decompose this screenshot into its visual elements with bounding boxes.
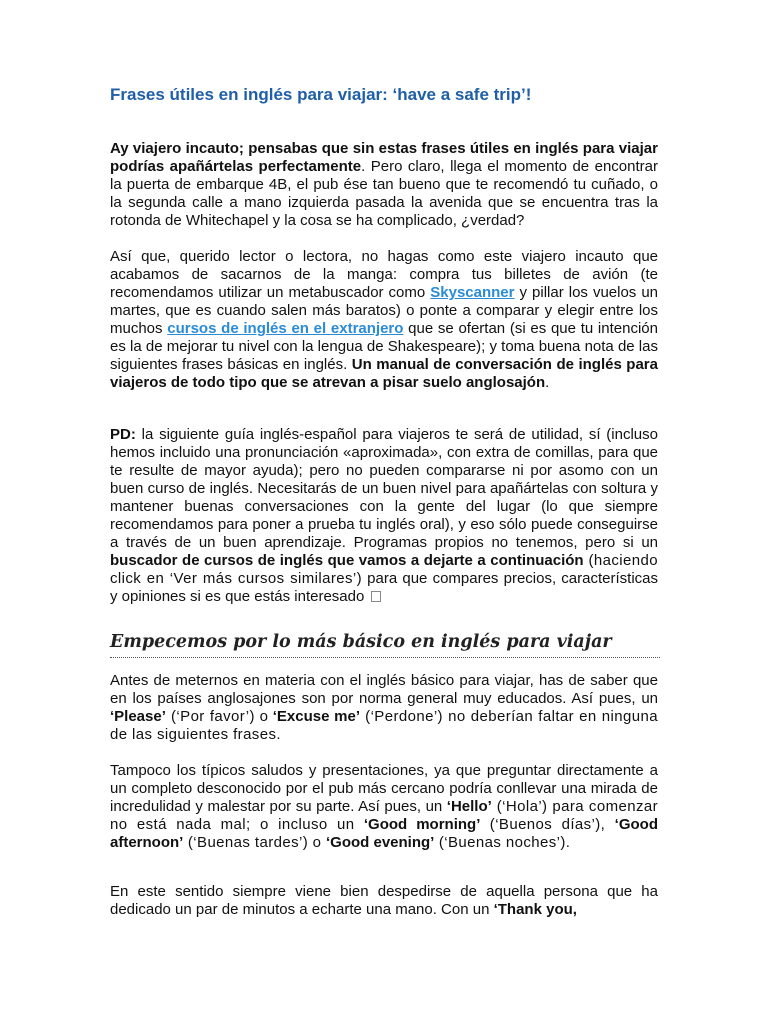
intro-paragraph	[110, 140, 658, 230]
p2-text-3: que se ofertan (si es que tu intención es la de mejorar tu nivel con la lengua de Shakespeare); y toma buena nota de las siguientes frases básicas en inglés.	[110, 320, 658, 373]
basics-paragraph	[110, 672, 658, 744]
please-phrase: ‘Please’	[110, 708, 166, 725]
section-heading: Empecemos por lo más básico en inglés para viajar	[110, 632, 612, 652]
thank-you-phrase: ‘Thank you,	[493, 901, 577, 918]
p5-text-1: Tampoco los típicos saludos y presentaciones, ya que preguntar directamente a un completo desconocido por el pub más cercano podría conllevar una mirada de incredulidad y malestar por su parte. Así pues, un	[110, 762, 658, 815]
p5-text-5: (‘Buenas noches’).	[434, 834, 571, 851]
p2-text-4: .	[545, 374, 550, 391]
p2-text-2: y pillar los vuelos un martes, que es cuando salen más baratos) o ponte a comparar y elegir entre los muchos	[110, 284, 659, 337]
p6-text-1: En este sentido siempre viene bien despedirse de aquella persona que ha dedicado un par de minutos a echarte una mano. Con un	[110, 883, 658, 918]
pd-text-2: (haciendo click en ‘Ver más cursos similares’)	[110, 552, 658, 587]
pd-text-1: la siguiente guía inglés-español para viajeros te será de utilidad, sí (incluso hemos incluido una pronunciación «aproximada», con extra de comillas, para que te resulte de mayor ayuda); pero no pueden compararse ni por asomo con un buen curso de inglés. Necesitarás de un buen nivel para apañártelas con soltura y mantener buenas conversaciones con la gente del lugar (lo que siempre recomendamos para poner a prueba tu inglés oral), y eso sólo puede conseguirse a través de un buen aprendizaje. Programas propios no tenemos, pero si un	[110, 426, 658, 551]
skyscanner-link[interactable]: Skyscanner	[430, 284, 515, 301]
heading-divider	[110, 657, 660, 658]
second-paragraph	[110, 248, 658, 392]
pd-bold: buscador de cursos de inglés que vamos a dejarte a continuación	[110, 552, 584, 569]
pd-text-3: para que compares precios, características y opiniones si es que estás interesado	[110, 570, 659, 605]
p2-text-1: Así que, querido lector o lectora, no hagas como este viajero incauto que acabamos de sacarnos de la manga: compra tus billetes de avión (te recomendamos utilizar un metabuscador como	[110, 248, 658, 301]
article-title: Frases útiles en inglés para viajar: ‘have a safe trip’!	[110, 85, 532, 104]
document-page	[110, 84, 658, 919]
intro-text: . Pero claro, llega el momento de encontrar la puerta de embarque 4B, el pub ése tan bueno que te recomendó tu cuñado, o la segunda calle a mano izquierda pasada la avenida que se encuentra tras la rotonda de Whitechapel y la cosa se ha complicado, ¿verdad?	[110, 158, 658, 229]
farewell-paragraph	[110, 883, 658, 919]
pd-paragraph	[110, 426, 658, 606]
p4-text-2: (‘Por favor’)	[165, 708, 255, 725]
hello-phrase: ‘Hello’	[446, 798, 492, 815]
p5-text-3: (‘Buenos días’),	[480, 816, 615, 833]
good-morning-phrase: ‘Good morning’	[363, 816, 481, 833]
p2-bold: Un manual de conversación de inglés para viajeros de todo tipo que se atrevan a pisar suelo anglosajón	[110, 356, 658, 391]
good-afternoon-phrase: ‘Good afternoon’	[110, 816, 658, 851]
missing-glyph-icon	[371, 591, 381, 602]
greetings-paragraph	[110, 762, 658, 852]
p5-text-2: (‘Hola’) para comenzar no está nada mal; o incluso un	[110, 798, 658, 833]
p4-text-3: o	[254, 708, 273, 725]
p4-text-4: (‘Perdone’) no deberían faltar en ninguna de las siguientes frases.	[110, 708, 658, 743]
p4-text-1: Antes de meternos en materia con el inglés básico para viajar, has de saber que en los países anglosajones son por norma general muy educados. Así pues, un	[110, 672, 658, 707]
excuse-me-phrase: ‘Excuse me’	[272, 708, 361, 725]
p5-text-4: (‘Buenas tardes’) o	[183, 834, 326, 851]
cursos-extranjero-link[interactable]: cursos de inglés en el extranjero	[167, 320, 404, 337]
good-evening-phrase: ‘Good evening’	[325, 834, 435, 851]
intro-bold: Ay viajero incauto; pensabas que sin estas frases útiles en inglés para viajar podrías apañártelas perfectamente	[110, 140, 658, 175]
pd-label: PD:	[110, 426, 136, 443]
